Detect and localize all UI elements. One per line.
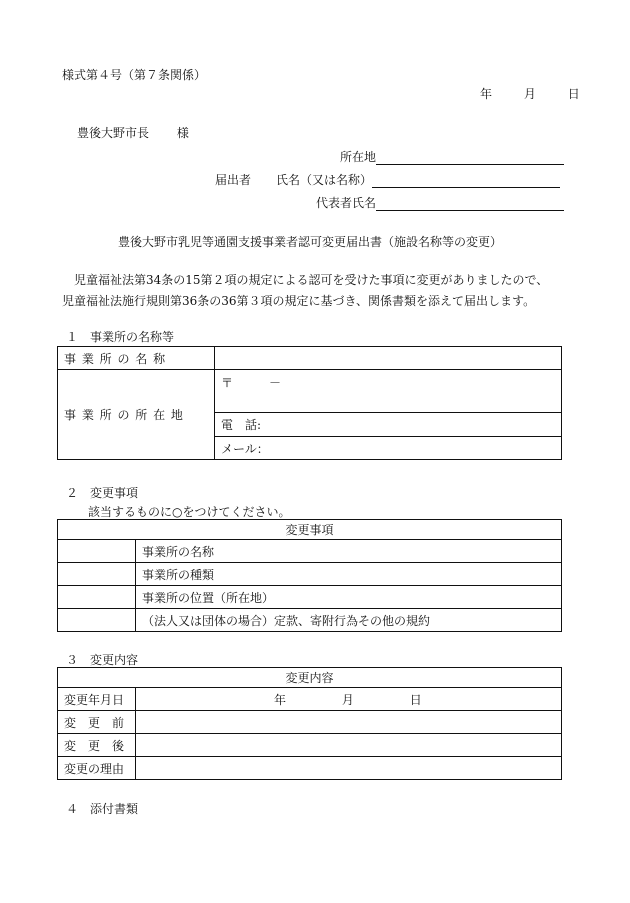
change-content-header: 変更内容 (58, 668, 562, 688)
change-reason-label: 変更の理由 (58, 757, 136, 780)
email-cell[interactable] (215, 437, 562, 460)
change-item-mark-1[interactable] (58, 540, 136, 563)
rep-label: 代表者氏名 (316, 196, 377, 210)
addressee (77, 124, 189, 141)
postal-cell[interactable] (215, 370, 562, 413)
change-date-year: 年 (274, 692, 287, 707)
change-item-mark-3[interactable] (58, 586, 136, 609)
body-line-1: 児童福祉法第34条の15第２項の規定による認可を受けた事項に変更がありましたので、 (74, 273, 549, 287)
address-line (340, 148, 564, 165)
date-year: 年 (480, 87, 493, 101)
section2-heading: ２ 変更事項 (66, 486, 139, 500)
phone-label: 電 話: (221, 418, 262, 432)
email-label: メール： (221, 441, 269, 456)
change-date-day: 日 (409, 692, 422, 707)
change-items-table (57, 519, 562, 632)
change-item-mark-4[interactable] (58, 609, 136, 632)
date-month: 月 (523, 87, 536, 101)
postal-mark: 〒 － (221, 376, 282, 390)
section3-heading: ３ 変更内容 (66, 653, 139, 667)
name-field[interactable] (372, 173, 560, 188)
change-item-2: 事業所の種類 (136, 563, 562, 586)
date-day: 日 (567, 87, 580, 101)
office-location-label: 事 業 所 の 所 在 地 (58, 370, 215, 460)
date-line (480, 85, 580, 102)
change-content-table (57, 667, 562, 780)
change-reason-field[interactable] (136, 757, 562, 780)
office-name-label: 事 業 所 の 名 称 (58, 347, 215, 370)
notifier-label: 届出者 (215, 173, 252, 187)
change-date-label: 変更年月日 (58, 688, 136, 711)
section1-heading: １ 事業所の名称等 (66, 330, 175, 344)
form-number: 様式第４号（第７条関係） (62, 68, 207, 82)
section4-heading: ４ 添付書類 (66, 802, 139, 816)
before-change-field[interactable] (136, 711, 562, 734)
office-name-field[interactable] (215, 347, 562, 370)
document-title: 豊後大野市乳児等通園支援事業者認可変更届出書（施設名称等の変更） (118, 235, 503, 249)
before-change-label: 変 更 前 (58, 711, 136, 734)
body-line-2: 児童福祉法施行規則第36条の36第３項の規定に基づき、関係書類を添えて届出します。 (62, 294, 536, 308)
after-change-field[interactable] (136, 734, 562, 757)
rep-field[interactable] (376, 196, 564, 211)
change-date-month: 月 (341, 692, 354, 707)
rep-line (316, 194, 564, 211)
change-date-field[interactable] (136, 688, 562, 711)
change-item-3: 事業所の位置（所在地） (136, 586, 562, 609)
after-change-label: 変 更 後 (58, 734, 136, 757)
change-item-mark-2[interactable] (58, 563, 136, 586)
change-item-1: 事業所の名称 (136, 540, 562, 563)
change-items-header: 変更事項 (58, 520, 562, 540)
section2-instruction: 該当するものに○をつけてください。 (88, 505, 291, 519)
change-item-4: （法人又は団体の場合）定款、寄附行為その他の規約 (136, 609, 562, 632)
addressee-name: 豊後大野市長 (77, 126, 150, 140)
address-field[interactable] (376, 150, 564, 165)
addressee-honorific: 様 (176, 126, 189, 140)
address-label: 所在地 (340, 150, 377, 164)
name-label: 氏名（又は名称） (276, 173, 373, 187)
phone-cell[interactable] (215, 413, 562, 437)
name-line (276, 171, 560, 188)
office-info-table (57, 346, 562, 460)
